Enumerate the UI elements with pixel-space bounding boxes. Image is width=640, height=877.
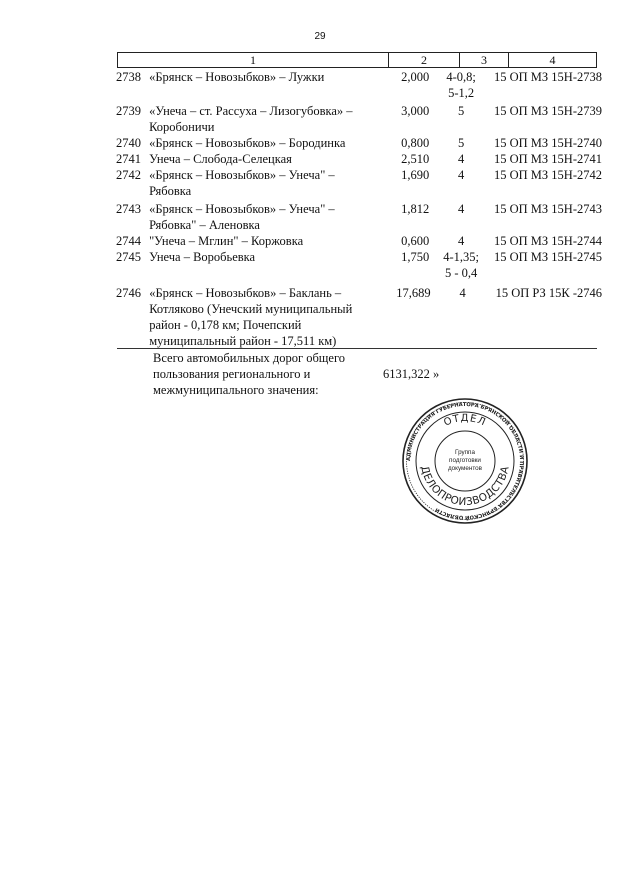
table-header <box>117 52 597 68</box>
road-category: 4 <box>457 202 465 216</box>
stamp-center-line: подготовки <box>449 457 481 464</box>
road-code: 15 ОП МЗ 15Н-2738 <box>493 70 602 84</box>
row-number: 2746 <box>116 286 141 300</box>
road-length: 0,600 <box>401 234 430 248</box>
header-col-4: 4 <box>549 53 556 67</box>
road-length: 1,750 <box>401 250 430 264</box>
road-category: 4-1,35; 5 - 0,4 <box>443 250 479 280</box>
road-code: 15 ОП МЗ 15Н-2740 <box>493 136 602 150</box>
road-length: 2,000 <box>401 70 430 84</box>
table-row <box>116 151 602 167</box>
row-number: 2742 <box>116 168 141 182</box>
page-number: 29 <box>314 31 326 42</box>
table-row <box>116 233 602 249</box>
row-number: 2739 <box>116 104 141 118</box>
road-name: «Унеча – ст. Рассуха – Лизогубовка» – Коробоничи <box>149 104 353 134</box>
table-row <box>116 167 602 199</box>
road-name: «Брянск – Новозыбков» – Унеча" – Рябовка <box>149 168 335 198</box>
road-name: «Брянск – Новозыбков» – Баклань – Котляково (Унечский муниципальный район - 0,178 км; Почепский муниципальный район - 17,511 км) <box>149 286 353 348</box>
row-number: 2738 <box>116 70 141 84</box>
road-code: 15 ОП МЗ 15Н-2739 <box>493 104 602 118</box>
road-category: 4 <box>457 152 465 166</box>
road-category: 5 <box>457 104 465 118</box>
road-length: 0,800 <box>401 136 430 150</box>
office-stamp <box>401 397 529 525</box>
road-code: 15 ОП МЗ 15Н-2743 <box>493 202 602 216</box>
road-length: 3,000 <box>401 104 430 118</box>
stamp-center-line: Группа <box>455 449 475 456</box>
road-code: 15 ОП МЗ 15Н-2742 <box>493 168 602 182</box>
table-row <box>116 69 602 101</box>
table-bottom-rule <box>117 348 597 349</box>
stamp-center-line: документов <box>447 465 483 472</box>
table-row <box>116 201 602 233</box>
road-category: 4-0,8; 5-1,2 <box>446 70 476 100</box>
road-name: «Брянск – Новозыбков» – Бородинка <box>149 136 346 150</box>
row-number: 2740 <box>116 136 141 150</box>
road-category: 5 <box>457 136 465 150</box>
road-category: 4 <box>459 286 466 300</box>
road-length: 1,812 <box>401 202 430 216</box>
stamp-bottom-text: ДЕЛОПРОИЗВОДСТВА <box>418 464 512 509</box>
road-category: 4 <box>457 234 465 248</box>
road-code: 15 ОП РЗ 15К -2746 <box>495 286 602 300</box>
stamp-ring-text: АДМИНИСТРАЦИЯ ГУБЕРНАТОРА БРЯНСКОЙ ОБЛАСТИ И ПРАВИТЕЛЬСТВА БРЯНСКОЙ ОБЛАСТИ <box>405 401 525 521</box>
row-number: 2743 <box>116 202 141 216</box>
table-row <box>116 249 602 281</box>
roads-table <box>116 69 602 349</box>
row-number: 2741 <box>116 152 141 166</box>
table-row <box>116 103 602 135</box>
road-name: «Брянск – Новозыбков» – Лужки <box>149 70 325 84</box>
header-col-2: 2 <box>389 53 460 67</box>
road-code: 15 ОП МЗ 15Н-2741 <box>493 152 602 166</box>
stamp-top-text: ОТДЕЛ <box>442 412 488 429</box>
road-length: 1,690 <box>401 168 430 182</box>
row-number: 2745 <box>116 250 141 264</box>
road-name: Унеча – Слобода-Селецкая <box>149 152 292 166</box>
total-label: Всего автомобильных дорог общего пользования регионального и межмуниципального значения: <box>153 351 346 397</box>
road-name: Унеча – Воробьевка <box>149 250 256 264</box>
row-number: 2744 <box>116 234 141 248</box>
header-col-3: 3 <box>460 53 509 67</box>
road-length: 2,510 <box>401 152 430 166</box>
svg-text:ОТДЕЛ <box>442 413 487 429</box>
table-row <box>116 285 602 349</box>
road-code: 15 ОП МЗ 15Н-2745 <box>493 250 602 264</box>
road-name: «Брянск – Новозыбков» – Унеча" – Рябовка" – Аленовка <box>149 202 335 232</box>
road-category: 4 <box>457 168 465 182</box>
table-row <box>116 135 602 151</box>
road-length: 17,689 <box>396 286 431 300</box>
total-value: 6131,322 » <box>383 367 440 381</box>
road-name: "Унеча – Мглин" – Коржовка <box>149 234 304 248</box>
header-col-1: 1 <box>118 53 389 67</box>
road-code: 15 ОП МЗ 15Н-2744 <box>493 234 602 248</box>
